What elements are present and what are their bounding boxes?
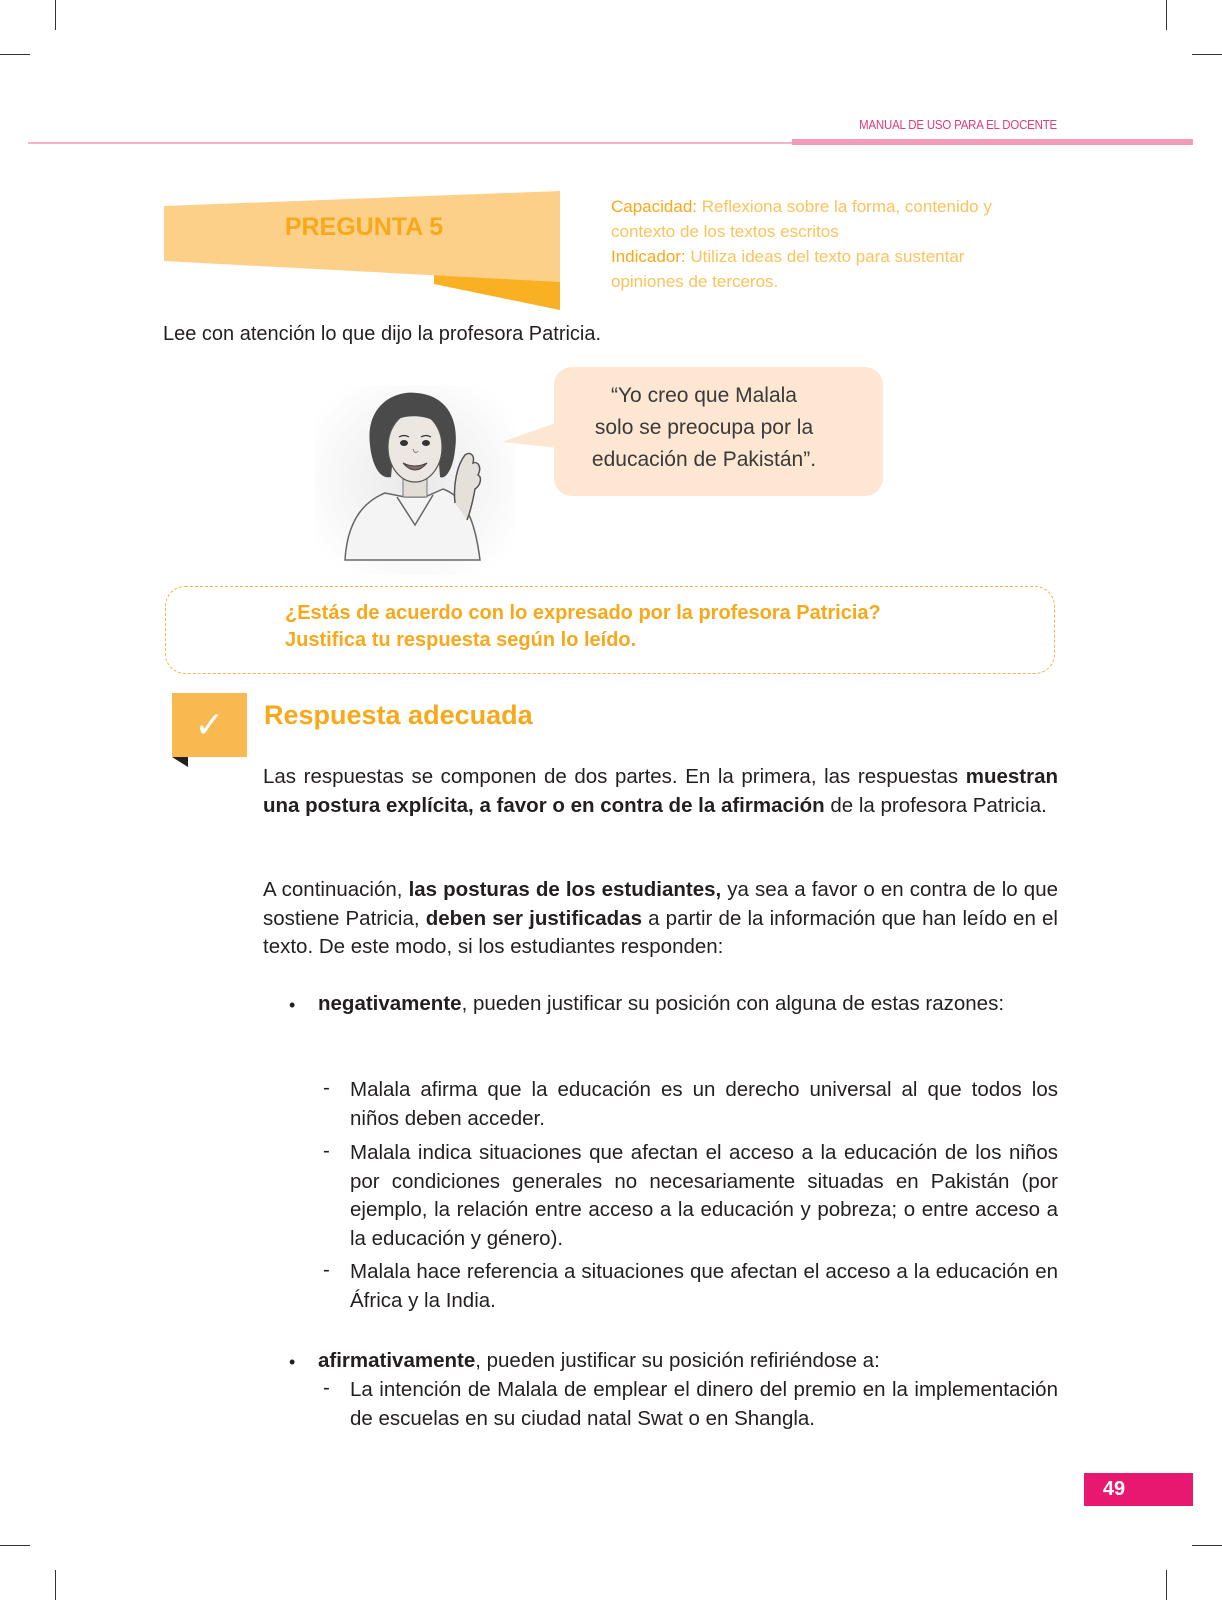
question-banner [160,188,565,314]
bullet-marker: • [289,995,296,1015]
capacity-label: Capacidad: [611,197,698,216]
capacity-indicator [611,194,1041,294]
page-number: 49 [1102,1478,1126,1500]
crop-mark [1166,0,1167,30]
answer-title: Respuesta adecuada [264,700,533,730]
crop-mark [55,0,56,30]
answer-paragraph-2 [263,876,1058,962]
text-run: , pueden justificar su posición refiriéndose a: [475,1349,880,1372]
crop-mark [1192,54,1222,55]
header-rule-accent [792,139,1193,145]
speech-line: “Yo creo que Malala [610,384,797,407]
indicator-label: Indicador: [611,247,686,266]
speech-bubble-tail [502,420,558,450]
crop-mark [0,1545,30,1546]
list-item-positive [318,1347,1058,1376]
crop-mark [1192,1545,1222,1546]
prompt-line: Justifica tu respuesta según lo leído. [285,629,637,651]
sub-list-item: Malala hace referencia a situaciones que afectan el acceso a la educación en África y la India. [350,1260,1058,1312]
bullet-marker: • [289,1352,296,1372]
text-run: a partir de la información que han leído en el texto. De este modo, si los estudiantes responden: [263,906,1058,958]
prompt-text [285,600,1045,654]
speech-line: educación de Pakistán”. [591,448,817,471]
speech-line: solo se preocupa por la [594,416,814,439]
list-item-negative [318,990,1058,1019]
text-run-bold: muestran una postura explícita, a favor o en contra de la afirmación [263,765,1058,817]
intro-text: Lee con atención lo que dijo la profesora Patricia. [163,323,602,345]
checkmark-icon: ✓ [194,704,225,745]
sub-list-item: Malala afirma que la educación es un derecho universal al que todos los niños deben acceder. [350,1078,1058,1130]
dash-marker: - [323,1076,330,1099]
speech-text [554,380,854,476]
teacher-illustration [315,385,515,575]
dash-marker: - [323,1376,330,1399]
answer-paragraph-1 [263,763,1058,820]
crop-mark [55,1570,56,1600]
crop-mark [1166,1570,1167,1600]
dash-marker: - [323,1258,330,1281]
dash-marker: - [323,1139,330,1162]
text-run: de la profesora Patricia. [824,793,1047,817]
running-header: MANUAL DE USO PARA EL DOCENTE [859,117,1057,132]
text-run-bold: deben ser justificadas [425,906,642,930]
text-run-bold: negativamente [318,992,462,1015]
question-label: PREGUNTA 5 [284,213,444,241]
sub-list-item: Malala indica situaciones que afectan el acceso a la educación de los niños por condiciones generales no necesariamente situadas en Pakistán (por ejemplo, la relación entre acceso a la educación y pobreza; o entre acceso a la educación y género). [350,1141,1058,1250]
sub-list-item: La intención de Malala de emplear el dinero del premio en la implementación de escuelas en su ciudad natal Swat o en Shangla. [350,1378,1058,1430]
prompt-line: ¿Estás de acuerdo con lo expresado por la profesora Patricia? [285,602,881,624]
text-run-bold: las posturas de los estudiantes, [408,878,722,901]
text-run: ya sea a favor o en contra de lo que sostiene Patricia, [263,878,1059,930]
text-run: , pueden justificar su posición con alguna de estas razones: [461,992,1005,1015]
badge-fold [172,757,188,767]
indicator-text: Utiliza ideas del texto para sustentar opiniones de terceros. [611,247,965,291]
capacity-text: Reflexiona sobre la forma, contenido y contexto de los textos escritos [611,197,992,241]
text-run: A continuación, [263,878,409,901]
text-run: Las respuestas se componen de dos partes. En la primera, las respuestas [263,765,966,788]
text-run-bold: afirmativamente [318,1349,476,1372]
crop-mark [0,54,30,55]
